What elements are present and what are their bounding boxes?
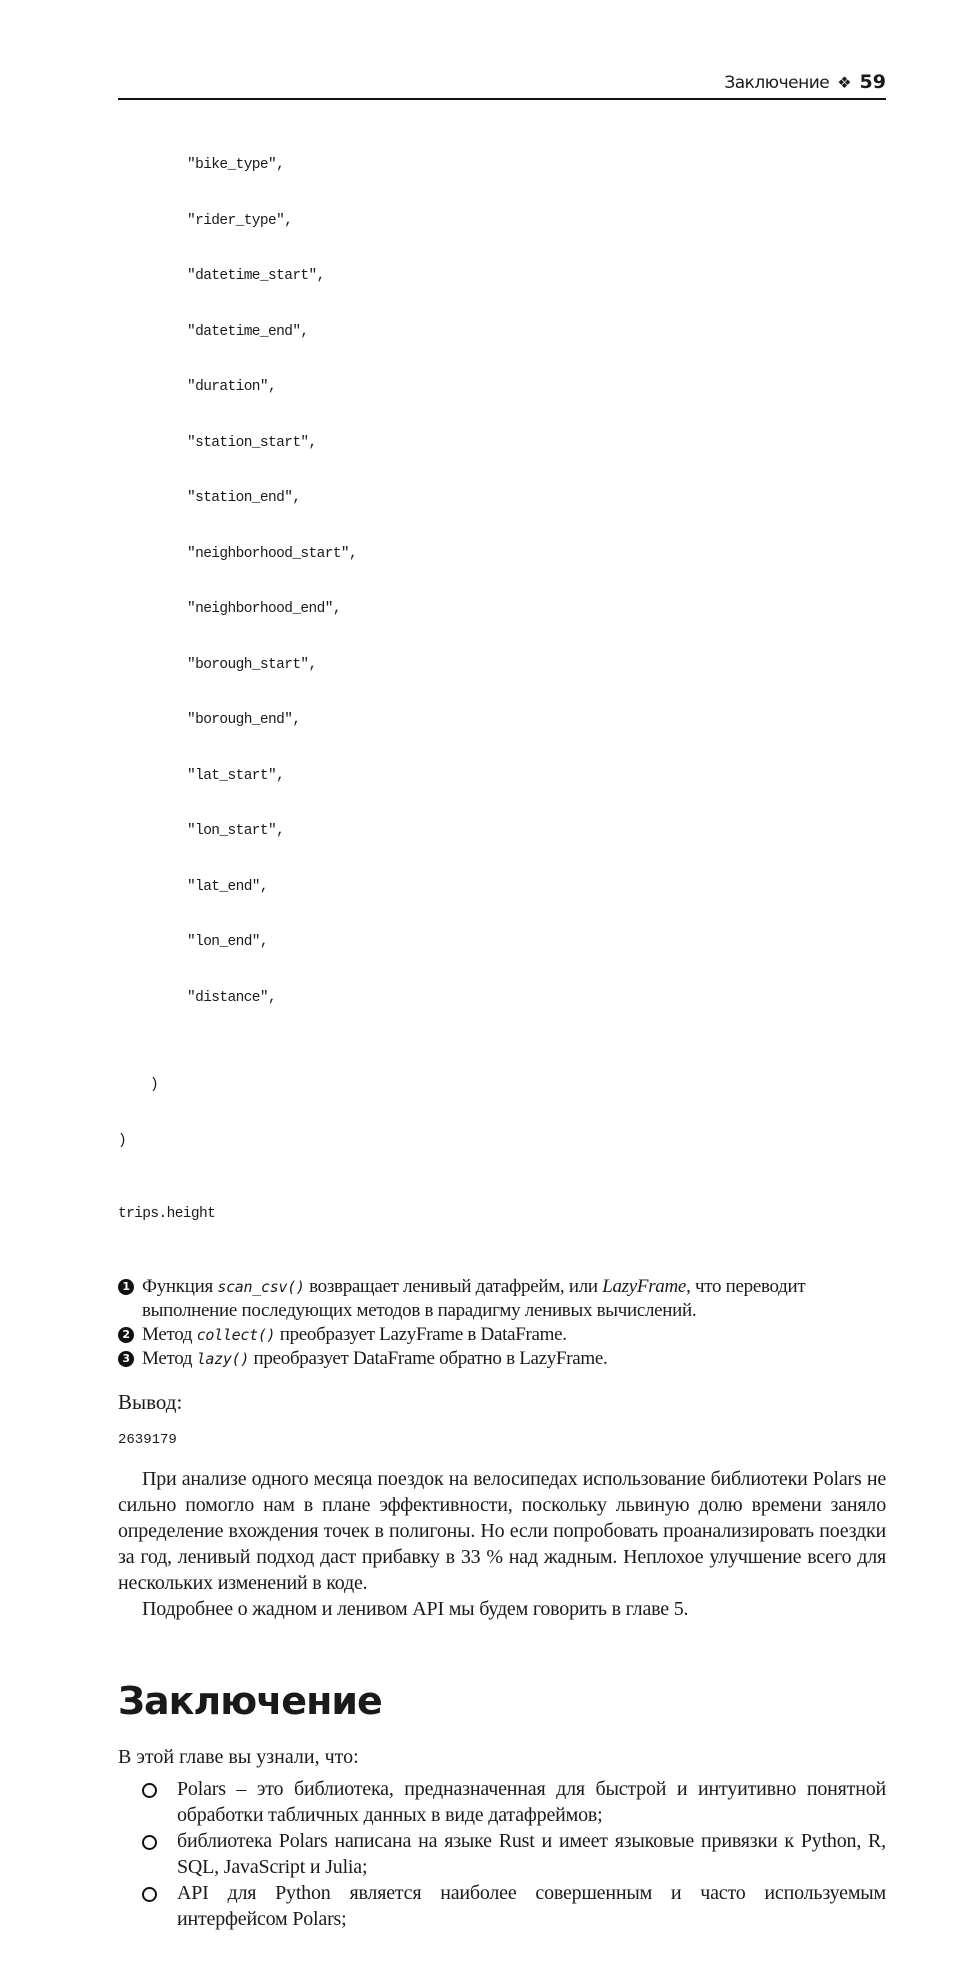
callout-number-icon: 2 [118, 1327, 134, 1343]
output-label: Вывод: [118, 1389, 183, 1414]
code-line: "borough_end", [187, 712, 301, 728]
callout-3 [118, 1347, 886, 1372]
callout-text: , что переводит выполнение последующих методов в парадигму ленивых вычислений. [142, 1275, 806, 1321]
list-item [118, 1828, 886, 1880]
circle-bullet-icon [142, 1887, 157, 1902]
code-line: "borough_start", [187, 656, 317, 673]
code-block-strings [118, 122, 886, 1042]
code-line: "lon_start", [187, 823, 285, 839]
inline-code: collect() [196, 1325, 276, 1344]
code-line: "neighborhood_end", [187, 601, 341, 617]
callout-text: Метод [142, 1323, 197, 1345]
code-line: "lon_end", [187, 934, 269, 950]
callout-text: преобразует LazyFrame в DataFrame. [275, 1323, 567, 1345]
body-text [118, 1466, 886, 1622]
code-line: ) [118, 1132, 127, 1149]
inline-code: lazy() [196, 1350, 250, 1368]
code-line: "bike_type", [187, 157, 285, 173]
callout-text: Метод [142, 1348, 197, 1369]
section-heading: Заключение [118, 1678, 382, 1723]
code-line: "lat_start", [187, 767, 285, 784]
code-line: "neighborhood_start", [187, 545, 358, 562]
paragraph: Подробнее о жадном и ленивом API мы будем говорить в главе 5. [142, 1597, 689, 1620]
callout-2 [118, 1323, 886, 1348]
callout-1 [118, 1275, 886, 1323]
list-item-text: Polars – это библиотека, предназначенная для быстрой и интуитивно понятной обработки табличных данных в виде датафреймов; [177, 1777, 886, 1826]
list-item-text: библиотека Polars написана на языке Rust и имеет языковые привязки к Python, R, SQL, JavaScript и Julia; [177, 1829, 886, 1878]
header-section-title: Заключение [724, 73, 830, 93]
intro-text: В этой главе вы узнали, что: [118, 1745, 359, 1768]
circle-bullet-icon [142, 1835, 157, 1850]
output-value: 2639179 [118, 1431, 177, 1448]
list-item [118, 1776, 886, 1828]
code-block-closers [118, 1042, 886, 1259]
code-line: "datetime_end", [187, 323, 309, 340]
code-callouts [118, 1275, 886, 1372]
ornament-icon: ❖ [837, 73, 852, 92]
code-line: ) [150, 1077, 159, 1093]
code-line: "station_end", [187, 490, 301, 506]
list-item [118, 1880, 886, 1932]
page-number: 59 [859, 71, 886, 93]
callout-text: возвращает ленивый датафрейм, или [304, 1275, 603, 1297]
code-line: "datetime_start", [187, 268, 325, 284]
code-line: "lat_end", [187, 878, 269, 895]
code-line: "duration", [187, 379, 277, 395]
callout-number-icon: 1 [118, 1279, 134, 1295]
paragraph: При анализе одного месяца поездок на велосипедах использование библиотеки Polars не сильно помогло нам в плане эффективности, поскольку львиную долю времени заняло определение вхождения точек в полигоны. Но если попробовать проанализировать поездки за год, ленивый подход даст прибавку в 33 % над жадным. Неплохое улучшение всего для нескольких изменений в коде. [118, 1467, 886, 1594]
italic-term: LazyFrame [602, 1275, 687, 1297]
code-line: trips.height [118, 1206, 216, 1222]
running-header [118, 70, 886, 100]
code-line: "station_start", [187, 434, 317, 451]
callout-text: Функция [142, 1275, 218, 1297]
list-item-text: API для Python является наиболее совершенным и часто используемым интерфейсом Polars; [177, 1881, 886, 1930]
summary-list [118, 1776, 886, 1932]
inline-code: scan_csv() [217, 1277, 305, 1296]
code-line: "rider_type", [187, 212, 293, 229]
callout-number-icon: 3 [118, 1351, 134, 1367]
book-page [118, 0, 886, 1972]
code-line: "distance", [187, 989, 277, 1006]
callout-text: преобразует DataFrame обратно в LazyFrame. [249, 1348, 608, 1369]
circle-bullet-icon [142, 1783, 157, 1798]
